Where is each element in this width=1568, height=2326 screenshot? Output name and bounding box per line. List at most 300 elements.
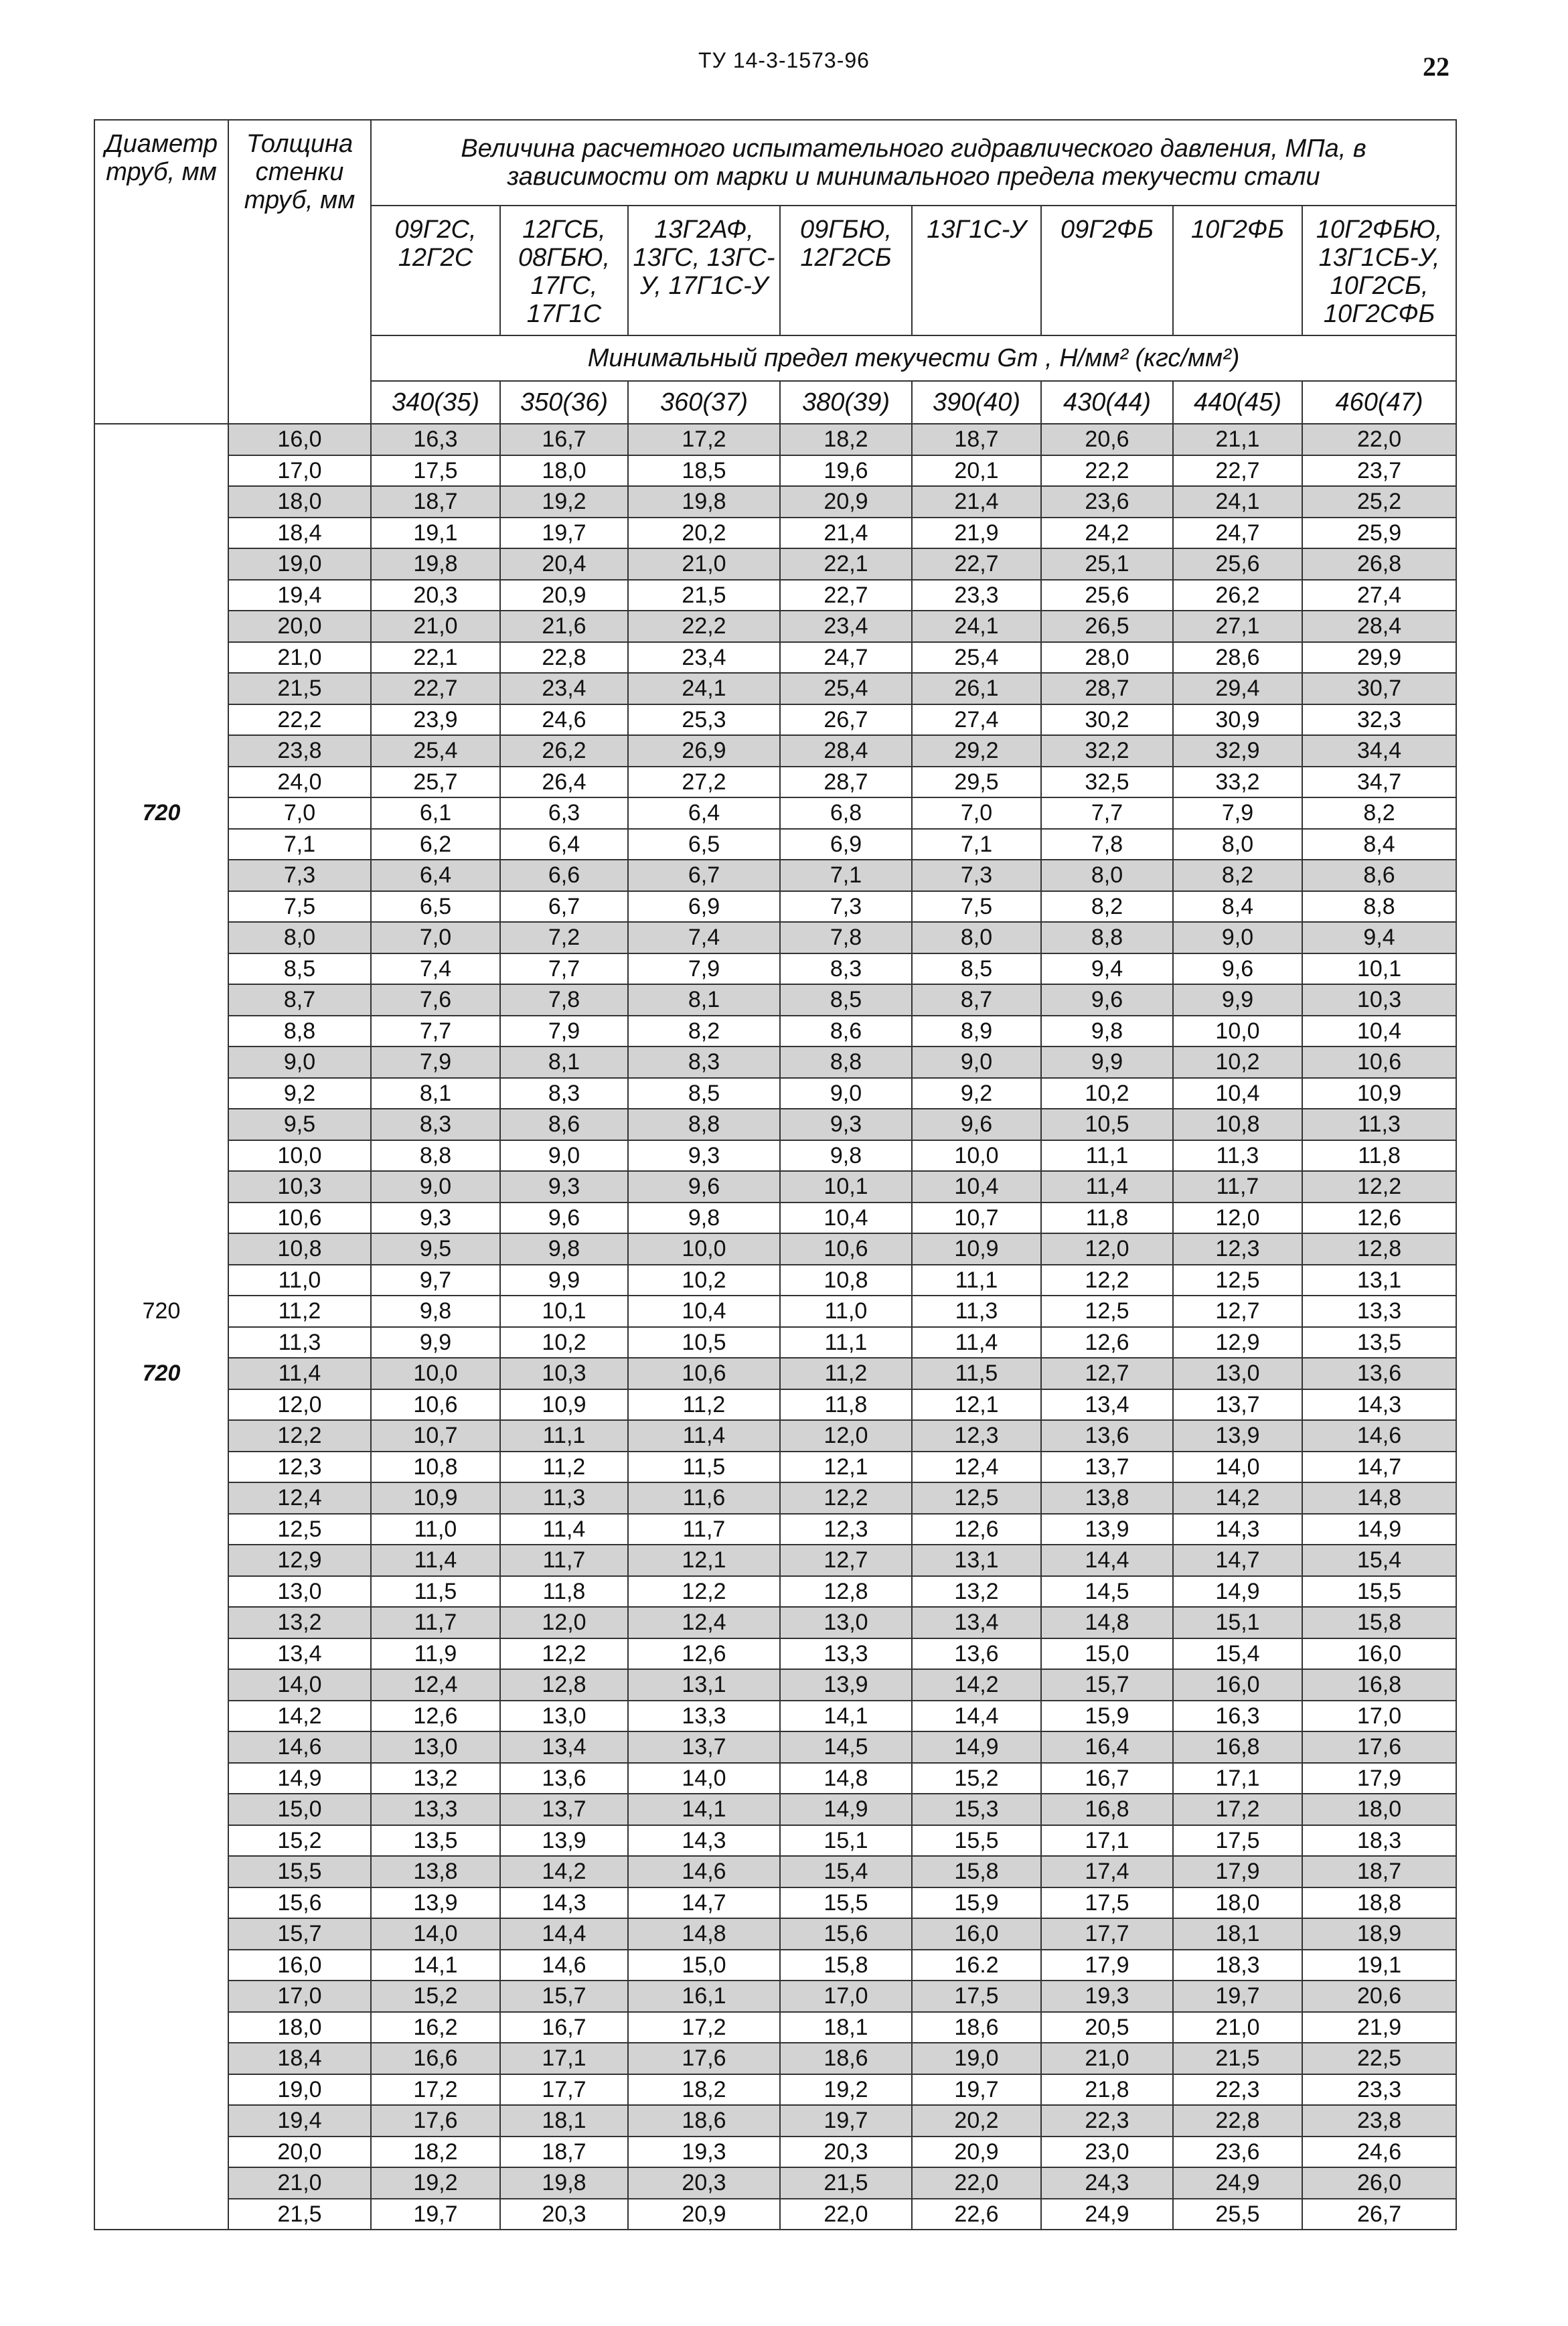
pressure-cell: 28,0 <box>1041 642 1173 674</box>
wall-thickness-cell: 19,0 <box>228 548 371 580</box>
pressure-cell: 25,9 <box>1302 518 1456 549</box>
pressure-cell: 22,6 <box>912 2199 1041 2230</box>
pressure-cell: 13,3 <box>628 1701 780 1732</box>
wall-thickness-cell: 8,7 <box>228 984 371 1016</box>
wall-thickness-cell: 14,9 <box>228 1763 371 1794</box>
table-row <box>94 1203 1456 1234</box>
table-row <box>94 1482 1456 1514</box>
pressure-cell: 16,8 <box>1173 1731 1302 1763</box>
pressure-cell: 16,3 <box>371 424 500 455</box>
pressure-cell: 13,6 <box>912 1638 1041 1670</box>
table-row <box>94 767 1456 798</box>
pressure-cell: 11,6 <box>628 1482 780 1514</box>
wall-thickness-cell: 11,3 <box>228 1327 371 1359</box>
pressure-cell: 12,5 <box>912 1482 1041 1514</box>
pressure-cell: 17,5 <box>371 455 500 487</box>
pressure-cell: 7,0 <box>912 797 1041 829</box>
header-wall-thickness: Толщина стенки труб, мм <box>228 120 371 424</box>
pressure-cell: 18,9 <box>1302 1918 1456 1950</box>
pressure-cell: 13,0 <box>371 1731 500 1763</box>
header-pressure-group: Величина расчетного испытательного гидравлического давления, МПа, в зависимости от марки и минимального предела текучести стали <box>371 120 1456 206</box>
pressure-cell: 16,0 <box>912 1918 1041 1950</box>
pressure-cell: 7,0 <box>371 922 500 953</box>
diameter-cell <box>94 2074 228 2106</box>
pressure-cell: 14,3 <box>628 1825 780 1857</box>
pressure-cell: 8,3 <box>371 1109 500 1140</box>
pressure-cell: 12,0 <box>780 1420 912 1452</box>
pressure-cell: 6,1 <box>371 797 500 829</box>
pressure-cell: 21,9 <box>912 518 1041 549</box>
pressure-cell: 26,2 <box>500 735 628 767</box>
pressure-cell: 17,0 <box>1302 1701 1456 1732</box>
wall-thickness-cell: 16,0 <box>228 1950 371 1981</box>
diameter-cell <box>94 891 228 923</box>
pressure-cell: 7,8 <box>1041 829 1173 860</box>
pressure-cell: 21,6 <box>500 611 628 642</box>
pressure-cell: 30,7 <box>1302 673 1456 704</box>
pressure-cell: 11,4 <box>912 1327 1041 1359</box>
pressure-cell: 9,9 <box>371 1327 500 1359</box>
pressure-cell: 13,5 <box>371 1825 500 1857</box>
table-row <box>94 2105 1456 2137</box>
pressure-cell: 25,1 <box>1041 548 1173 580</box>
pressure-cell: 7,3 <box>780 891 912 923</box>
pressure-table <box>94 119 1457 2230</box>
pressure-cell: 12,2 <box>1041 1265 1173 1296</box>
pressure-cell: 8,3 <box>500 1078 628 1109</box>
pressure-cell: 32,3 <box>1302 704 1456 736</box>
pressure-cell: 18,0 <box>1173 1887 1302 1919</box>
pressure-cell: 34,7 <box>1302 767 1456 798</box>
pressure-cell: 12,2 <box>500 1638 628 1670</box>
pressure-cell: 19,2 <box>371 2167 500 2199</box>
pressure-cell: 6,9 <box>628 891 780 923</box>
pressure-cell: 32,2 <box>1041 735 1173 767</box>
wall-thickness-cell: 21,0 <box>228 642 371 674</box>
pressure-cell: 12,7 <box>780 1545 912 1576</box>
pressure-cell: 7,7 <box>371 1016 500 1047</box>
pressure-cell: 10,5 <box>1041 1109 1173 1140</box>
pressure-cell: 6,9 <box>780 829 912 860</box>
pressure-cell: 28,7 <box>1041 673 1173 704</box>
pressure-cell: 9,8 <box>1041 1016 1173 1047</box>
pressure-cell: 14,1 <box>371 1950 500 1981</box>
table-row <box>94 1638 1456 1670</box>
pressure-cell: 23,9 <box>371 704 500 736</box>
pressure-cell: 11,8 <box>500 1576 628 1608</box>
pressure-cell: 9,0 <box>912 1046 1041 1078</box>
pressure-cell: 19,7 <box>371 2199 500 2230</box>
pressure-cell: 9,3 <box>371 1203 500 1234</box>
pressure-cell: 8,3 <box>780 953 912 985</box>
wall-thickness-cell: 15,5 <box>228 1856 371 1887</box>
wall-thickness-cell: 21,5 <box>228 2199 371 2230</box>
pressure-cell: 14,8 <box>1041 1607 1173 1638</box>
table-row <box>94 1452 1456 1483</box>
diameter-cell <box>94 424 228 455</box>
pressure-cell: 16,7 <box>1041 1763 1173 1794</box>
diameter-cell <box>94 486 228 518</box>
diameter-cell <box>94 1265 228 1296</box>
pressure-cell: 10,6 <box>1302 1046 1456 1078</box>
pressure-cell: 14,9 <box>1302 1514 1456 1545</box>
pressure-cell: 13,8 <box>1041 1482 1173 1514</box>
pressure-cell: 22,2 <box>628 611 780 642</box>
pressure-cell: 23,4 <box>780 611 912 642</box>
pressure-cell: 12,7 <box>1173 1296 1302 1327</box>
pressure-cell: 13,2 <box>371 1763 500 1794</box>
pressure-cell: 13,0 <box>1173 1358 1302 1389</box>
pressure-cell: 23,6 <box>1041 486 1173 518</box>
pressure-cell: 8,1 <box>628 984 780 1016</box>
pressure-cell: 12,3 <box>1173 1233 1302 1265</box>
pressure-cell: 12,6 <box>1041 1327 1173 1359</box>
pressure-cell: 11,7 <box>628 1514 780 1545</box>
pressure-cell: 17,6 <box>371 2105 500 2137</box>
table-row <box>94 1233 1456 1265</box>
pressure-cell: 18,7 <box>500 2137 628 2168</box>
diameter-cell <box>94 735 228 767</box>
pressure-cell: 14,5 <box>1041 1576 1173 1608</box>
pressure-cell: 14,9 <box>912 1731 1041 1763</box>
pressure-cell: 15,9 <box>912 1887 1041 1919</box>
diameter-cell <box>94 1545 228 1576</box>
table-row <box>94 642 1456 674</box>
pressure-cell: 15,4 <box>780 1856 912 1887</box>
pressure-cell: 20,3 <box>780 2137 912 2168</box>
diameter-cell <box>94 1078 228 1109</box>
pressure-cell: 12,0 <box>500 1607 628 1638</box>
pressure-cell: 10,8 <box>780 1265 912 1296</box>
pressure-cell: 15,1 <box>1173 1607 1302 1638</box>
pressure-cell: 23,4 <box>500 673 628 704</box>
wall-thickness-cell: 23,8 <box>228 735 371 767</box>
diameter-cell <box>94 1389 228 1421</box>
pressure-cell: 15,9 <box>1041 1701 1173 1732</box>
wall-thickness-cell: 20,0 <box>228 611 371 642</box>
pressure-cell: 9,0 <box>500 1140 628 1172</box>
steel-grade-header: 09ГБЮ, 12Г2СБ <box>780 206 912 335</box>
pressure-cell: 15,4 <box>1302 1545 1456 1576</box>
wall-thickness-cell: 16,0 <box>228 424 371 455</box>
diameter-cell <box>94 580 228 611</box>
pressure-cell: 29,5 <box>912 767 1041 798</box>
pressure-cell: 13,1 <box>912 1545 1041 1576</box>
pressure-cell: 15,5 <box>780 1887 912 1919</box>
diameter-cell <box>94 2137 228 2168</box>
pressure-cell: 7,7 <box>1041 797 1173 829</box>
diameter-cell <box>94 1233 228 1265</box>
pressure-cell: 10,6 <box>780 1233 912 1265</box>
pressure-cell: 13,9 <box>500 1825 628 1857</box>
table-row <box>94 797 1456 829</box>
pressure-cell: 11,3 <box>500 1482 628 1514</box>
wall-thickness-cell: 12,5 <box>228 1514 371 1545</box>
pressure-cell: 25,6 <box>1173 548 1302 580</box>
diameter-cell <box>94 611 228 642</box>
pressure-cell: 14,7 <box>1302 1452 1456 1483</box>
wall-thickness-cell: 15,6 <box>228 1887 371 1919</box>
pressure-cell: 13,9 <box>371 1887 500 1919</box>
pressure-cell: 16,4 <box>1041 1731 1173 1763</box>
pressure-cell: 24,6 <box>1302 2137 1456 2168</box>
table-row <box>94 548 1456 580</box>
pressure-cell: 16,0 <box>1302 1638 1456 1670</box>
pressure-cell: 6,8 <box>780 797 912 829</box>
pressure-cell: 14,2 <box>500 1856 628 1887</box>
pressure-cell: 14,4 <box>912 1701 1041 1732</box>
table-row <box>94 1887 1456 1919</box>
pressure-cell: 11,1 <box>1041 1140 1173 1172</box>
pressure-cell: 8,5 <box>912 953 1041 985</box>
pressure-cell: 18,1 <box>500 2105 628 2137</box>
pressure-cell: 15,0 <box>1041 1638 1173 1670</box>
pressure-cell: 28,6 <box>1173 642 1302 674</box>
pressure-cell: 17,2 <box>371 2074 500 2106</box>
diameter-cell <box>94 2043 228 2074</box>
wall-thickness-cell: 20,0 <box>228 2137 371 2168</box>
table-row <box>94 486 1456 518</box>
pressure-cell: 24,7 <box>1173 518 1302 549</box>
diameter-cell <box>94 1420 228 1452</box>
wall-thickness-cell: 12,2 <box>228 1420 371 1452</box>
pressure-cell: 22,1 <box>371 642 500 674</box>
pressure-cell: 8,0 <box>912 922 1041 953</box>
steel-grade-header: 13Г2АФ, 13ГС, 13ГС-У, 17Г1С-У <box>628 206 780 335</box>
pressure-cell: 23,0 <box>1041 2137 1173 2168</box>
wall-thickness-cell: 12,4 <box>228 1482 371 1514</box>
pressure-cell: 10,2 <box>1173 1046 1302 1078</box>
table-row <box>94 673 1456 704</box>
pressure-cell: 10,0 <box>628 1233 780 1265</box>
diameter-cell <box>94 1950 228 1981</box>
pressure-cell: 27,2 <box>628 767 780 798</box>
pressure-cell: 24,6 <box>500 704 628 736</box>
diameter-cell <box>94 1794 228 1825</box>
pressure-cell: 10,9 <box>371 1482 500 1514</box>
pressure-cell: 17,1 <box>1041 1825 1173 1857</box>
pressure-cell: 13,9 <box>780 1669 912 1701</box>
pressure-cell: 9,4 <box>1302 922 1456 953</box>
pressure-cell: 12,1 <box>912 1389 1041 1421</box>
yield-value-header: 360(37) <box>628 381 780 424</box>
pressure-cell: 12,6 <box>371 1701 500 1732</box>
pressure-cell: 22,7 <box>912 548 1041 580</box>
pressure-cell: 9,0 <box>371 1171 500 1203</box>
pressure-cell: 29,9 <box>1302 642 1456 674</box>
pressure-cell: 17,2 <box>628 424 780 455</box>
pressure-cell: 12,8 <box>1302 1233 1456 1265</box>
pressure-cell: 26,9 <box>628 735 780 767</box>
pressure-cell: 6,4 <box>500 829 628 860</box>
diameter-cell <box>94 829 228 860</box>
table-row <box>94 518 1456 549</box>
pressure-cell: 10,5 <box>628 1327 780 1359</box>
pressure-cell: 22,1 <box>780 548 912 580</box>
pressure-cell: 17,7 <box>500 2074 628 2106</box>
table-row <box>94 2137 1456 2168</box>
pressure-cell: 25,7 <box>371 767 500 798</box>
pressure-cell: 8,1 <box>500 1046 628 1078</box>
pressure-cell: 16,2 <box>371 2012 500 2043</box>
pressure-cell: 18,2 <box>628 2074 780 2106</box>
wall-thickness-cell: 18,4 <box>228 518 371 549</box>
pressure-cell: 11,9 <box>371 1638 500 1670</box>
pressure-cell: 9,0 <box>1173 922 1302 953</box>
pressure-cell: 17,5 <box>912 1981 1041 2012</box>
wall-thickness-cell: 8,5 <box>228 953 371 985</box>
wall-thickness-cell: 19,4 <box>228 580 371 611</box>
steel-grade-header: 10Г2ФБ <box>1173 206 1302 335</box>
pressure-cell: 11,1 <box>500 1420 628 1452</box>
wall-thickness-cell: 10,0 <box>228 1140 371 1172</box>
pressure-cell: 22,3 <box>1173 2074 1302 2106</box>
pressure-cell: 11,5 <box>371 1576 500 1608</box>
pressure-cell: 14,8 <box>780 1763 912 1794</box>
pressure-cell: 9,6 <box>500 1203 628 1234</box>
pressure-cell: 29,4 <box>1173 673 1302 704</box>
pressure-cell: 20,6 <box>1302 1981 1456 2012</box>
pressure-cell: 7,4 <box>628 922 780 953</box>
pressure-cell: 10,3 <box>500 1358 628 1389</box>
pressure-cell: 7,7 <box>500 953 628 985</box>
diameter-cell <box>94 1763 228 1794</box>
pressure-cell: 26,7 <box>1302 2199 1456 2230</box>
diameter-cell <box>94 642 228 674</box>
pressure-cell: 19,1 <box>1302 1950 1456 1981</box>
pressure-cell: 7,1 <box>780 860 912 891</box>
pressure-cell: 19,1 <box>371 518 500 549</box>
diameter-cell <box>94 704 228 736</box>
pressure-cell: 32,9 <box>1173 735 1302 767</box>
pressure-cell: 14,2 <box>912 1669 1041 1701</box>
pressure-cell: 11,0 <box>780 1296 912 1327</box>
pressure-cell: 16,7 <box>500 2012 628 2043</box>
pressure-cell: 20,9 <box>912 2137 1041 2168</box>
pressure-cell: 25,2 <box>1302 486 1456 518</box>
table-row <box>94 580 1456 611</box>
pressure-cell: 11,2 <box>500 1452 628 1483</box>
wall-thickness-cell: 11,2 <box>228 1296 371 1327</box>
pressure-cell: 18,7 <box>1302 1856 1456 1887</box>
pressure-cell: 7,2 <box>500 922 628 953</box>
wall-thickness-cell: 10,3 <box>228 1171 371 1203</box>
pressure-cell: 29,2 <box>912 735 1041 767</box>
pressure-cell: 19,6 <box>780 455 912 487</box>
pressure-cell: 18,6 <box>780 2043 912 2074</box>
header-yield-strength: Минимальный предел текучести Gт , Н/мм² (кгс/мм²) <box>371 335 1456 381</box>
pressure-cell: 6,7 <box>500 891 628 923</box>
table-row <box>94 891 1456 923</box>
pressure-cell: 17,6 <box>628 2043 780 2074</box>
pressure-cell: 8,7 <box>912 984 1041 1016</box>
pressure-cell: 10,4 <box>780 1203 912 1234</box>
pressure-cell: 20,2 <box>628 518 780 549</box>
table-row <box>94 611 1456 642</box>
table-row <box>94 1669 1456 1701</box>
pressure-cell: 21,0 <box>1041 2043 1173 2074</box>
table-row <box>94 704 1456 736</box>
wall-thickness-cell: 21,5 <box>228 673 371 704</box>
pressure-cell: 10,0 <box>371 1358 500 1389</box>
table-row <box>94 922 1456 953</box>
pressure-cell: 26,5 <box>1041 611 1173 642</box>
pressure-cell: 12,4 <box>371 1669 500 1701</box>
pressure-cell: 8,6 <box>1302 860 1456 891</box>
pressure-cell: 8,1 <box>371 1078 500 1109</box>
pressure-cell: 14,9 <box>780 1794 912 1825</box>
diameter-cell <box>94 1482 228 1514</box>
wall-thickness-cell: 13,0 <box>228 1576 371 1608</box>
pressure-cell: 15,1 <box>780 1825 912 1857</box>
pressure-cell: 21,5 <box>780 2167 912 2199</box>
pressure-cell: 15,4 <box>1173 1638 1302 1670</box>
table-row <box>94 1358 1456 1389</box>
pressure-cell: 9,6 <box>628 1171 780 1203</box>
pressure-cell: 10,0 <box>912 1140 1041 1172</box>
pressure-cell: 15,2 <box>371 1981 500 2012</box>
table-row <box>94 1918 1456 1950</box>
pressure-cell: 15,2 <box>912 1763 1041 1794</box>
pressure-cell: 9,8 <box>371 1296 500 1327</box>
steel-grade-header: 10Г2ФБЮ, 13Г1СБ-У, 10Г2СБ, 10Г2СФБ <box>1302 206 1456 335</box>
pressure-cell: 16,1 <box>628 1981 780 2012</box>
pressure-cell: 21,4 <box>780 518 912 549</box>
pressure-cell: 15,8 <box>1302 1607 1456 1638</box>
pressure-cell: 13,0 <box>500 1701 628 1732</box>
pressure-cell: 13,9 <box>1041 1514 1173 1545</box>
pressure-cell: 10,6 <box>628 1358 780 1389</box>
pressure-cell: 12,1 <box>780 1452 912 1483</box>
pressure-cell: 14,7 <box>1173 1545 1302 1576</box>
pressure-cell: 18,7 <box>912 424 1041 455</box>
pressure-cell: 14,7 <box>628 1887 780 1919</box>
pressure-cell: 13,3 <box>1302 1296 1456 1327</box>
pressure-cell: 17,0 <box>780 1981 912 2012</box>
pressure-cell: 10,4 <box>1173 1078 1302 1109</box>
pressure-cell: 22,8 <box>1173 2105 1302 2137</box>
pressure-cell: 21,5 <box>628 580 780 611</box>
pressure-cell: 9,6 <box>1041 984 1173 1016</box>
pressure-cell: 25,5 <box>1173 2199 1302 2230</box>
pressure-cell: 8,8 <box>628 1109 780 1140</box>
pressure-cell: 28,7 <box>780 767 912 798</box>
pressure-cell: 18,6 <box>628 2105 780 2137</box>
pressure-cell: 25,4 <box>780 673 912 704</box>
pressure-cell: 19,8 <box>500 2167 628 2199</box>
table-row <box>94 1078 1456 1109</box>
pressure-cell: 18,3 <box>1173 1950 1302 1981</box>
pressure-cell: 25,4 <box>912 642 1041 674</box>
pressure-cell: 20,9 <box>500 580 628 611</box>
pressure-cell: 11,0 <box>371 1514 500 1545</box>
pressure-cell: 23,4 <box>628 642 780 674</box>
diameter-cell <box>94 1140 228 1172</box>
table-row <box>94 1701 1456 1732</box>
pressure-cell: 12,9 <box>1173 1327 1302 1359</box>
pressure-cell: 30,9 <box>1173 704 1302 736</box>
pressure-cell: 13,1 <box>628 1669 780 1701</box>
pressure-cell: 22,8 <box>500 642 628 674</box>
pressure-cell: 10,0 <box>1173 1016 1302 1047</box>
table-row <box>94 984 1456 1016</box>
table-row <box>94 1514 1456 1545</box>
pressure-cell: 7,8 <box>780 922 912 953</box>
pressure-cell: 20,5 <box>1041 2012 1173 2043</box>
pressure-cell: 24,9 <box>1041 2199 1173 2230</box>
pressure-cell: 12,0 <box>1173 1203 1302 1234</box>
pressure-cell: 8,2 <box>1173 860 1302 891</box>
